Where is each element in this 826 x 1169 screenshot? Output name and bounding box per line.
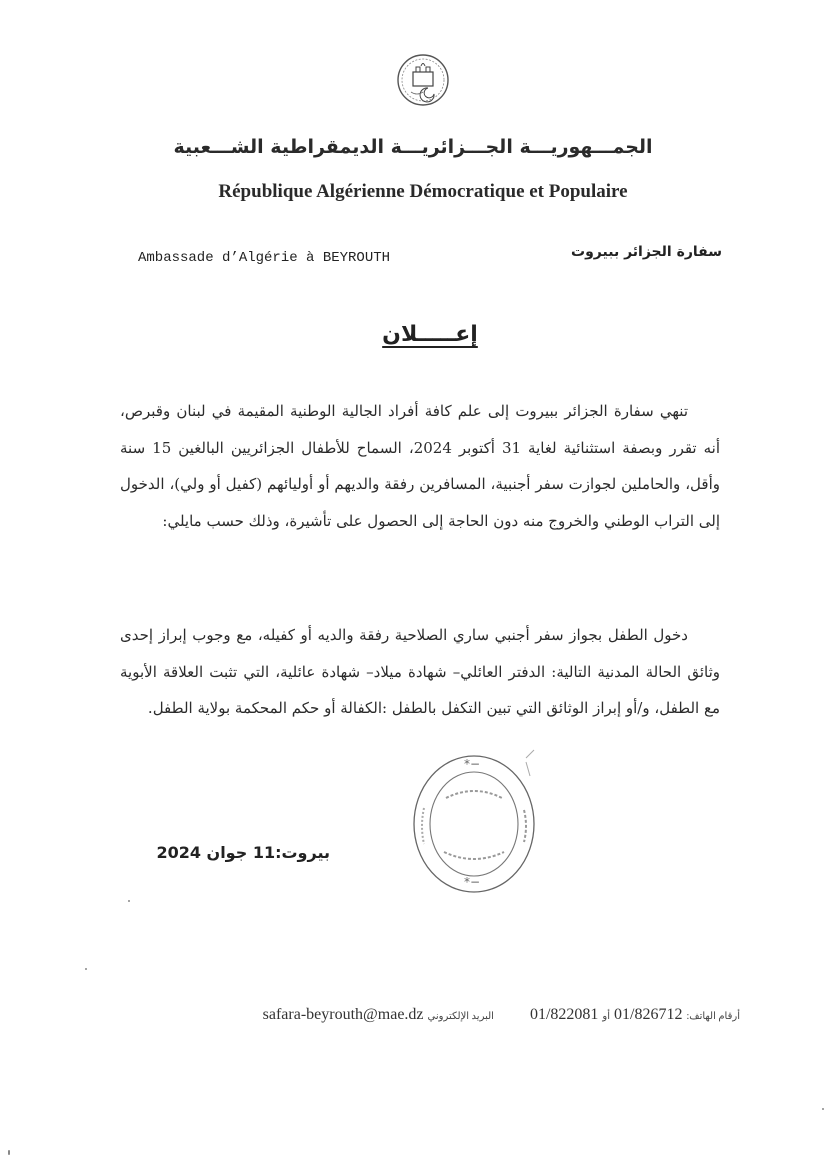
scan-speck — [128, 900, 130, 902]
email-address[interactable]: safara-beyrouth@mae.dz — [262, 1006, 424, 1023]
embassy-name-french: Ambassade d’Algérie à BEYROUTH — [138, 250, 391, 266]
phones-label: أرقام الهاتف: — [686, 1011, 740, 1022]
notice-paragraph-1-text: تنهي سفارة الجزائر ببيروت إلى علم كافة أفراد الجالية الوطنية المقيمة في لبنان وقبرص، أنه تقرر وبصفة استثنائية لغاية 31 أكتوبر 2024، السماح للأطفال الجزائريين البالغين 15 سنة وأقل، والحاملين لجوازت سفر أجنبية، المسافرين رفقة والديهم أو أوليائهم (كفيل أو ولي)، الدخول إلى التراب الوطني والخروج منه دون الحاجة إلى الحصول على تأشيرة، وذلك حسب مايلي: — [120, 402, 721, 530]
notice-heading — [360, 322, 500, 347]
contact-footer — [120, 1006, 740, 1024]
algerian-emblem-icon — [396, 50, 450, 110]
phone-2: 01/822081 — [529, 1006, 599, 1023]
notice-paragraph-1 — [120, 393, 720, 539]
svg-text:*−: *− — [464, 875, 481, 889]
scan-speck — [8, 1150, 10, 1155]
notice-heading-text: إعـــــلان — [382, 322, 478, 347]
embassy-stamp-icon — [408, 748, 544, 896]
scan-speck — [85, 968, 87, 970]
scan-speck — [822, 1108, 824, 1110]
phone-1: 01/826712 — [614, 1006, 683, 1023]
republic-title-french: République Algérienne Démocratique et Populaire — [218, 181, 628, 202]
republic-title-arabic: الجمـــهوريـــة الجـــزائريـــة الديمقراطية الشـــعبية — [173, 136, 653, 158]
notice-paragraph-2-text: دخول الطفل بجواز سفر أجنبي ساري الصلاحية رفقة والديه أو كفيله، مع وجوب إبراز إحدى وثائق الحالة المدنية التالية: الدفتر العائلي– شهادة ميلاد– شهادة عائلية، التي تثبت العلاقة الأبوية مع الطفل، و/أو إبراز الوثائق التي تبين التكفل بالطفل :الكفالة أو حكم المحكمة بولاية الطفل. — [120, 626, 720, 717]
email-label: البريد الإلكتروني — [427, 1011, 494, 1022]
date-line: بيروت:11 جوان 2024 — [156, 843, 330, 862]
svg-text:*−: *− — [464, 757, 481, 771]
or-label: أو — [602, 1011, 611, 1022]
notice-paragraph-2 — [120, 617, 720, 727]
embassy-name-arabic: سفارة الجزائر ببيروت — [571, 244, 722, 260]
